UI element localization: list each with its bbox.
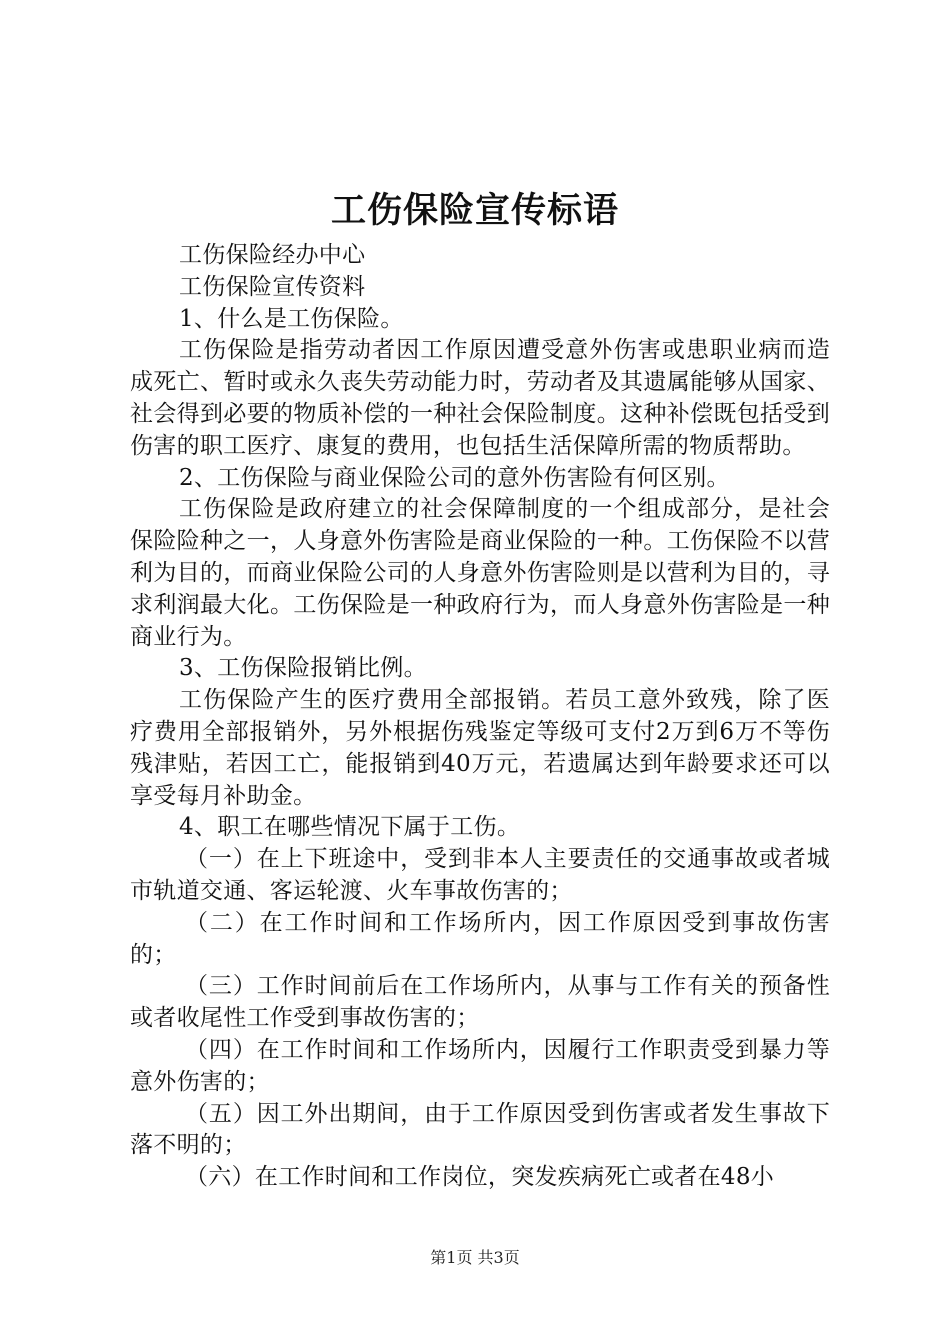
section-heading-3: 3、工伤保险报销比例。	[179, 655, 427, 682]
paragraph-office: 工伤保险经办中心	[179, 242, 366, 268]
section-heading-4: 4、职工在哪些情况下属于工伤。	[179, 814, 521, 841]
list-item-3: （三）工作时间前后在工作场所内，从事与工作有关的预备性或者收尾性工作受到事故伤害的；	[130, 973, 830, 1032]
section-heading-2: 2、工伤保险与商业保险公司的意外伤害险有何区别。	[179, 464, 730, 491]
list-item-5: （五）因工外出期间，由于工作原因受到伤害或者发生事故下落不明的；	[130, 1100, 830, 1159]
list-item-2: （二）在工作时间和工作场所内，因工作原因受到事故伤害的；	[130, 909, 830, 968]
list-item-6: （六）在工作时间和工作岗位，突发疾病死亡或者在48小	[185, 1164, 775, 1191]
list-item-4: （四）在工作时间和工作场所内，因履行工作职责受到暴力等意外伤害的；	[130, 1036, 830, 1095]
document-title: 工伤保险宣传标语	[330, 190, 619, 231]
paragraph-materials: 工伤保险宣传资料	[179, 273, 366, 300]
paragraph-reimbursement: 工伤保险产生的医疗费用全部报销。若员工意外致残，除了医疗费用全部报销外，另外根据伤残鉴定等级可支付2万到6万不等伤残津贴，若因工亡，能报销到40万元，若遗属达到年龄要求还可以享受每月补助金。	[130, 687, 830, 809]
page-number: 第1页 共3页	[430, 1248, 520, 1267]
paragraph-difference: 工伤保险是政府建立的社会保障制度的一个组成部分，是社会保险险种之一，人身意外伤害险是商业保险的一种。工伤保险不以营利为目的，而商业保险公司的人身意外伤害险则是以营利为目的，寻求利润最大化。工伤保险是一种政府行为，而人身意外伤害险是一种商业行为。	[130, 496, 830, 650]
list-item-1: （一）在上下班途中，受到非本人主要责任的交通事故或者城市轨道交通、客运轮渡、火车事故伤害的；	[130, 846, 830, 904]
document-body	[130, 240, 830, 1194]
section-heading-1: 1、什么是工伤保险。	[179, 305, 404, 332]
paragraph-definition: 工伤保险是指劳动者因工作原因遭受意外伤害或患职业病而造成死亡、暂时或永久丧失劳动能力时，劳动者及其遗属能够从国家、社会得到必要的物质补偿的一种社会保险制度。这种补偿既包括受到伤害的职工医疗、康复的费用，也包括生活保障所需的物质帮助。	[130, 337, 830, 459]
